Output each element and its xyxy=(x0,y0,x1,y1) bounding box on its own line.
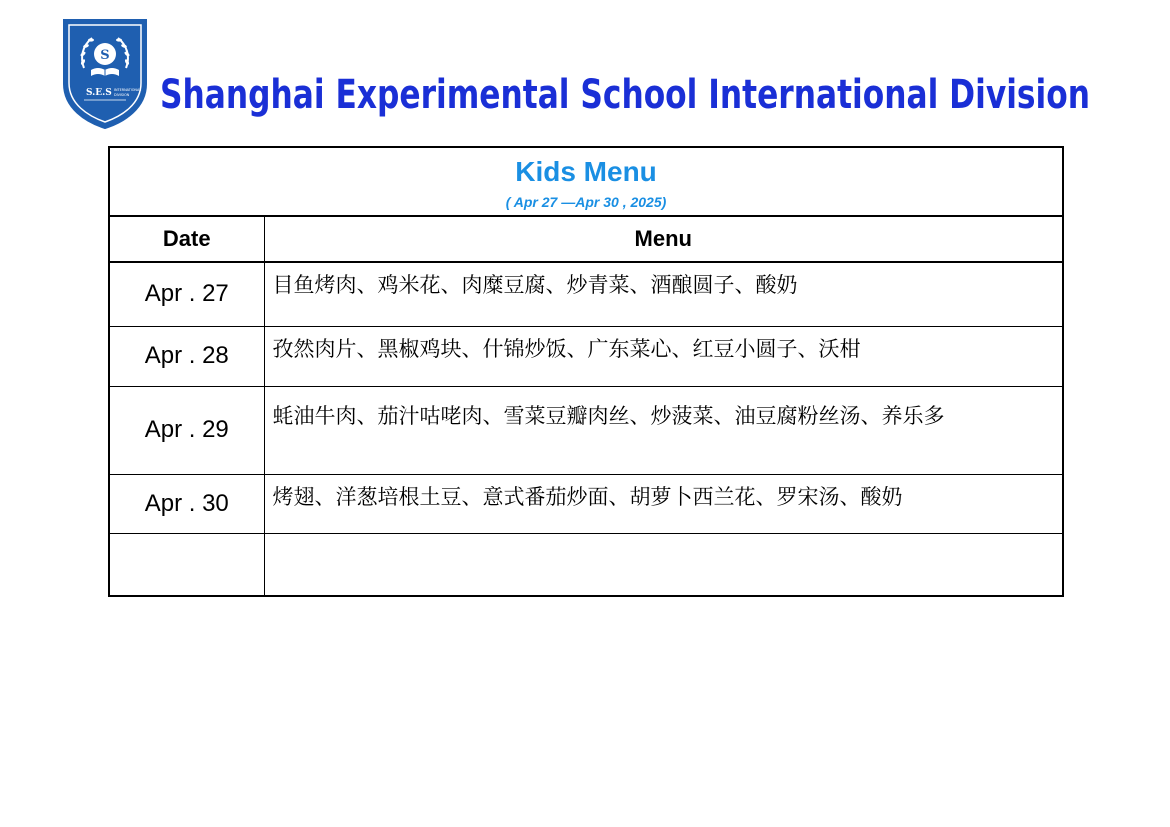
svg-text:DIVISION: DIVISION xyxy=(114,93,130,97)
menu-title: Kids Menu xyxy=(515,156,657,187)
school-name-text: Shanghai Experimental School International Division xyxy=(160,72,1090,118)
menu-title-cell xyxy=(109,147,1063,216)
table-row xyxy=(109,262,1063,326)
svg-text:S.E.S: S.E.S xyxy=(86,88,112,98)
menu-date-range: ( Apr 27 —Apr 30 , 2025) xyxy=(505,194,667,210)
table-row xyxy=(109,326,1063,386)
school-crest-icon xyxy=(62,18,148,130)
row-date: Apr . 29 xyxy=(109,386,264,474)
menu-header-row xyxy=(109,216,1063,262)
row-date xyxy=(109,533,264,596)
row-menu: 蚝油牛肉、茄汁咕咾肉、雪菜豆瓣肉丝、炒菠菜、油豆腐粉丝汤、养乐多 xyxy=(264,386,1063,474)
table-row xyxy=(109,533,1063,596)
row-date: Apr . 28 xyxy=(109,326,264,386)
row-menu: 孜然肉片、黑椒鸡块、什锦炒饭、广东菜心、红豆小圆子、沃柑 xyxy=(264,326,1063,386)
table-row xyxy=(109,386,1063,474)
column-header-date: Date xyxy=(109,216,264,262)
menu-title-row xyxy=(109,147,1063,216)
row-menu: 目鱼烤肉、鸡米花、肉糜豆腐、炒青菜、酒酿圆子、酸奶 xyxy=(264,262,1063,326)
row-menu: 烤翅、洋葱培根土豆、意式番茄炒面、胡萝卜西兰花、罗宋汤、酸奶 xyxy=(264,474,1063,533)
row-date: Apr . 27 xyxy=(109,262,264,326)
table-row xyxy=(109,474,1063,533)
row-date: Apr . 30 xyxy=(109,474,264,533)
school-name-title xyxy=(160,58,1110,124)
menu-table xyxy=(108,146,1064,597)
svg-text:INTERNATIONAL: INTERNATIONAL xyxy=(114,88,142,92)
svg-text:S: S xyxy=(100,48,110,63)
row-menu xyxy=(264,533,1063,596)
column-header-menu: Menu xyxy=(264,216,1063,262)
